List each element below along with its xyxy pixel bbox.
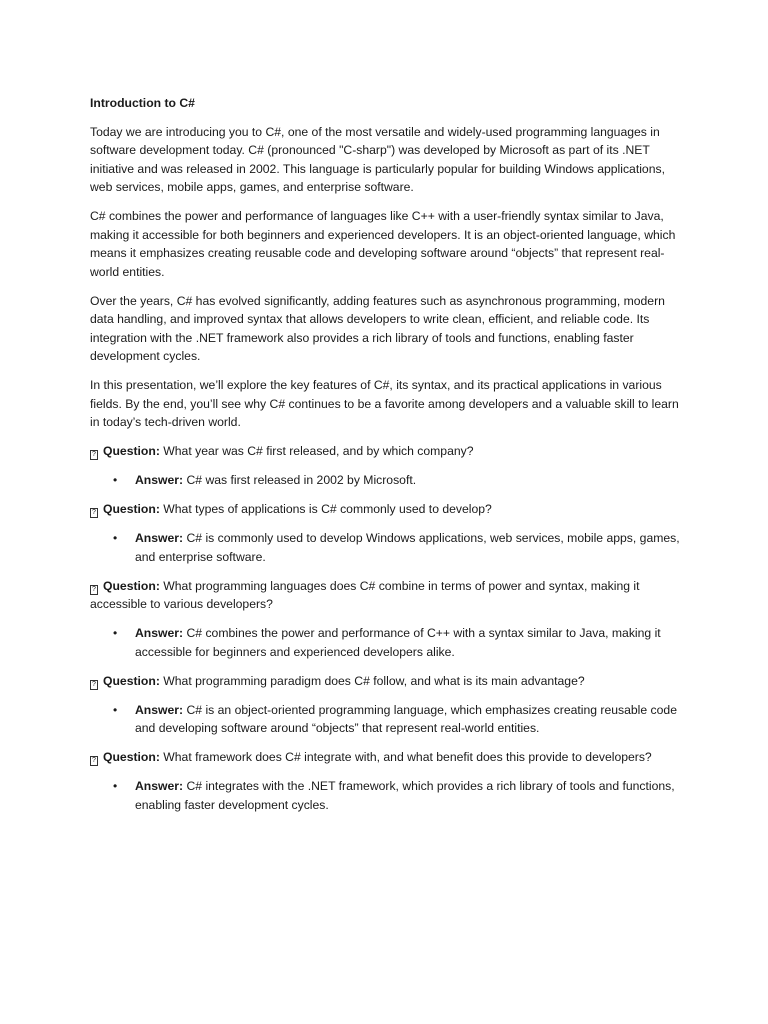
question-line [90,672,680,691]
answer-text: C# integrates with the .NET framework, which provides a rich library of tools and functions, enabling faster development cycles. [135,779,675,812]
question-label: Question: [103,444,160,458]
question-line [90,748,680,767]
question-text: What programming languages does C# combine in terms of power and syntax, making it accessible to various developers? [90,578,640,611]
question-text: What framework does C# integrate with, and what benefit does this provide to developers? [163,750,652,764]
document-title: Introduction to C# [90,96,195,110]
intro-paragraph-3: Over the years, C# has evolved significantly, adding features such as asynchronous programming, modern data handling, and improved syntax that allows developers to write clean, efficient, and reliable code. Its integration with the .NET framework also provides a rich library of tools and functions, enabling faster development cycles. [90,293,665,363]
answer-label: Answer: [135,779,184,793]
qa-item [90,577,678,662]
question-line [90,500,680,519]
bullet-icon: • [113,473,118,487]
answer-item [113,529,680,566]
missing-glyph-icon: ? [90,508,98,518]
qa-item [90,672,678,738]
question-line [90,577,680,614]
question-label: Question: [103,673,160,688]
intro-paragraph-2: C# combines the power and performance of languages like C++ with a user-friendly syntax similar to Java, making it accessible for both beginners and experienced developers. It is an object-oriented language, which means it emphasizes creating reusable code and developing software around “objects” that represent real-world entities. [90,209,676,279]
missing-glyph-icon: ? [90,756,98,766]
missing-glyph-icon: ? [90,680,98,690]
question-text: What year was C# first released, and by which company? [163,444,474,458]
answer-list [90,529,678,566]
answer-text: C# is commonly used to develop Windows applications, web services, mobile apps, games, and enterprise software. [135,531,680,564]
answer-item [113,777,680,814]
answer-list [90,471,678,490]
qa-item [90,500,678,566]
answer-text: C# combines the power and performance of C++ with a syntax similar to Java, making it accessible for beginners and experienced developers alike. [135,626,661,659]
answer-item [113,701,680,738]
question-label: Question: [103,750,160,764]
answer-list [90,701,678,738]
missing-glyph-icon: ? [90,450,98,460]
bullet-icon: • [113,779,118,793]
qa-item [90,442,678,490]
bullet-icon: • [113,531,118,545]
answer-list [90,777,678,814]
question-line [90,442,680,461]
bullet-icon: • [113,702,118,717]
question-text: What types of applications is C# commonly used to develop? [163,502,492,516]
answer-label: Answer: [135,531,184,545]
answer-label: Answer: [135,473,184,487]
bullet-icon: • [113,626,118,640]
missing-glyph-icon: ? [90,585,98,595]
intro-paragraph-4: In this presentation, we’ll explore the key features of C#, its syntax, and its practical applications in various fields. By the end, you’ll see why C# continues to be a favorite among developers and a valuable skill to learn in today’s tech-driven world. [90,378,679,429]
answer-text: C# was first released in 2002 by Microsoft. [186,473,417,487]
answer-list [90,624,678,661]
intro-paragraph-1: Today we are introducing you to C#, one of the most versatile and widely-used programming languages in software development today. C# (pronounced "C-sharp") was developed by Microsoft as part of its .NET initiative and was released in 2002. This language is particularly popular for building Windows applications, web services, mobile apps, games, and enterprise software. [90,124,665,194]
answer-item [113,471,680,490]
question-label: Question: [103,502,160,516]
answer-item [113,624,680,661]
question-text: What programming paradigm does C# follow, and what is its main advantage? [163,673,585,688]
answer-label: Answer: [135,702,184,717]
question-label: Question: [103,578,160,593]
qa-item [90,748,678,814]
answer-text: C# is an object-oriented programming language, which emphasizes creating reusable code and developing software around “objects” that represent real-world entities. [135,702,677,735]
answer-label: Answer: [135,626,184,640]
